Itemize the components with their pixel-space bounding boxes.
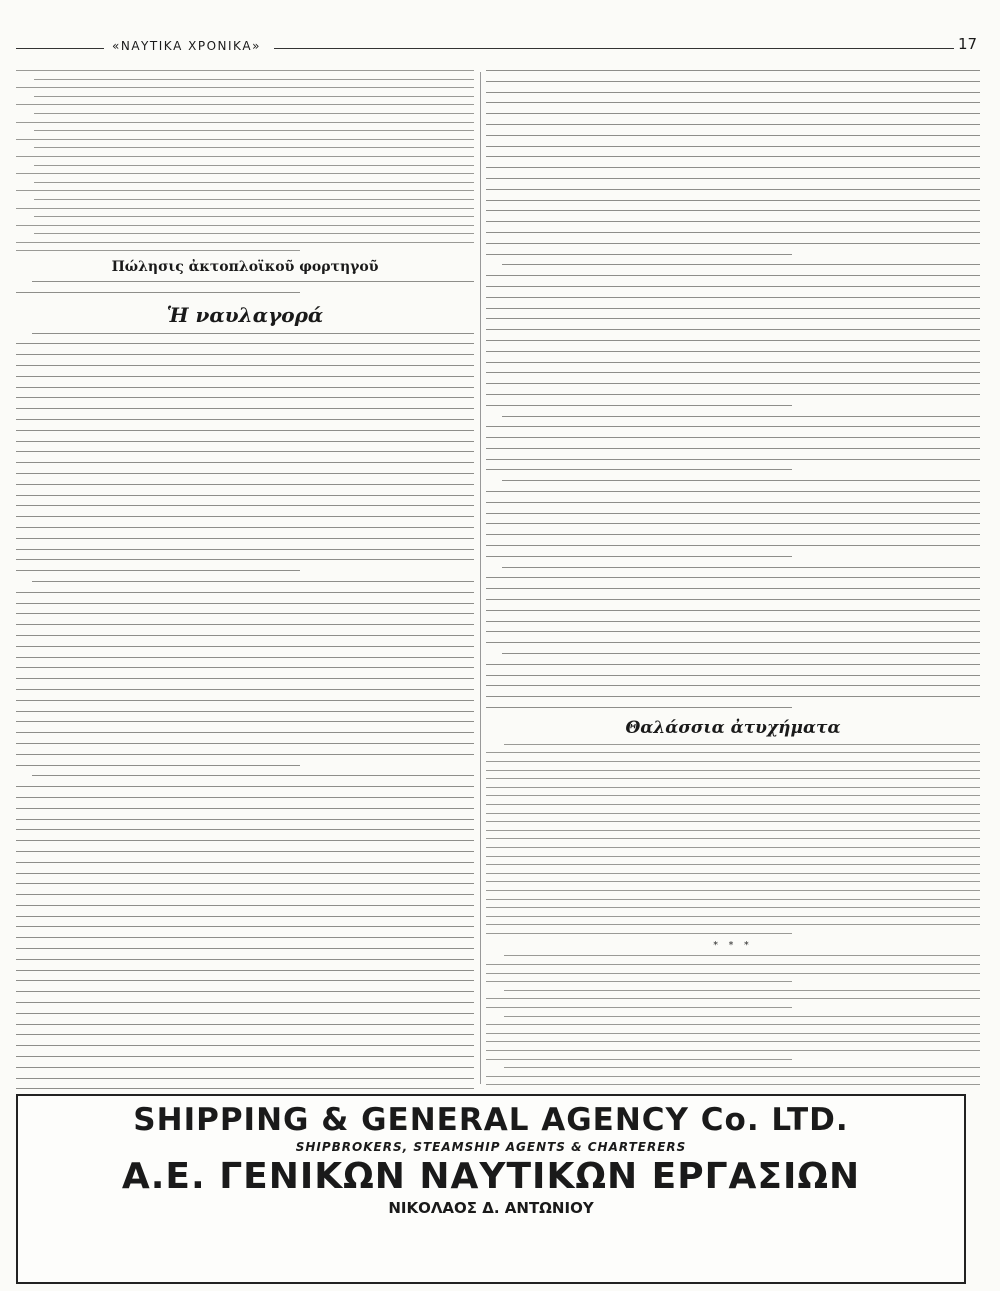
page-number: 17 — [958, 35, 978, 53]
header-rule-right — [274, 48, 954, 49]
header-rule-left — [16, 48, 104, 49]
ad-owner-name: ΝΙΚΟΛΑΟΣ Δ. ΑΝΤΩΝΙΟΥ — [388, 1199, 594, 1217]
right-column — [486, 70, 980, 1090]
freight-market-text — [16, 333, 474, 1090]
accident-reports-list — [486, 955, 980, 1090]
coastal-sale-text — [16, 281, 474, 293]
publication-title: «ΝΑΥΤΙΚΑ ΧΡΟΝΙΚΑ» — [112, 39, 261, 53]
freight-market-continued-text — [486, 70, 980, 708]
page-header — [16, 35, 982, 58]
separator-stars: * * * — [713, 941, 753, 952]
ad-company-name-english: SHIPPING & GENERAL AGENCY Co. LTD. — [133, 1102, 849, 1138]
shipping-agency-advertisement — [16, 1094, 966, 1284]
ad-company-name-greek: Α.Ε. ΓΕΝΙΚΩΝ ΝΑΥΤΙΚΩΝ ΕΡΓΑΣΙΩΝ — [121, 1156, 861, 1197]
section-heading-coastal-sale: Πώλησις ἀκτοπλοϊκοῦ φορτηγοῦ — [111, 259, 379, 276]
left-column — [16, 70, 474, 1090]
maritime-accidents-text — [486, 744, 980, 934]
section-heading-maritime-accidents: Θαλάσσια ἀτυχήματα — [625, 717, 841, 738]
ship-sales-list — [16, 70, 474, 251]
ad-tagline-english: SHIPBROKERS, STEAMSHIP AGENTS & CHARTERERS — [295, 1140, 687, 1154]
section-heading-freight-market: Ἡ ναυλαγορά — [166, 302, 324, 327]
column-divider — [480, 72, 481, 1084]
